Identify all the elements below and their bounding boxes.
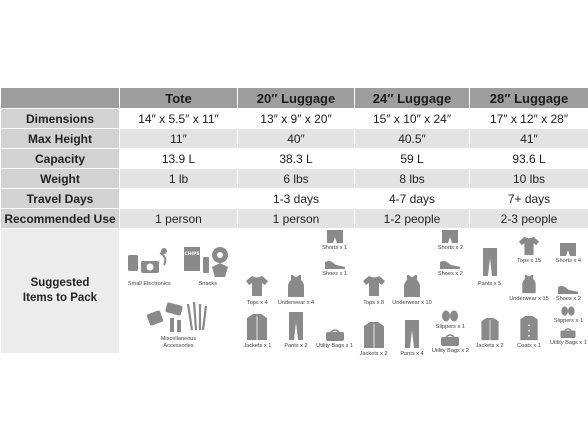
- cell-tote: 1 lb: [120, 169, 238, 189]
- caption: Utility Bags x 1: [316, 343, 354, 349]
- header-blank-cell: [1, 88, 120, 109]
- caption: Jackets x 2: [475, 343, 504, 349]
- caption: Pants x 2: [284, 343, 308, 349]
- item-shoes: [315, 255, 354, 281]
- row-label: Capacity: [1, 149, 120, 169]
- utility-bag-icon: [559, 328, 577, 338]
- jacket-icon: [246, 313, 268, 341]
- caption: Underwear x 15: [509, 296, 549, 302]
- shoe-icon: [439, 259, 461, 269]
- cell-28: 10 lbs: [470, 169, 588, 189]
- pants-icon: [404, 319, 420, 349]
- caption: Shoes x 1: [322, 271, 348, 277]
- caption: Shorts x 4: [555, 257, 581, 264]
- caption: Jackets x 1: [243, 343, 272, 349]
- row-label: Weight: [1, 169, 120, 189]
- shorts-icon: [441, 229, 459, 243]
- cell-24: 59 L: [355, 149, 470, 169]
- caption: Tops x 15: [517, 257, 541, 264]
- caption: Underwear x 10: [392, 300, 432, 306]
- item-tops: [238, 229, 277, 310]
- row-weight: [1, 169, 588, 189]
- header-row: [1, 88, 588, 109]
- row-capacity: [1, 149, 588, 169]
- item-tops: [509, 229, 549, 268]
- cell-tote: 1 person: [120, 209, 238, 229]
- svg-text:CHIPS: CHIPS: [184, 252, 200, 257]
- item-utility-bags: [549, 328, 588, 350]
- cell-20-items: [238, 229, 355, 354]
- caption: Coats x 1: [517, 343, 541, 349]
- caption: Shoes x 2: [555, 296, 581, 302]
- row-label: Dimensions: [1, 109, 120, 129]
- row-suggested-items: [1, 229, 588, 354]
- header-20-luggage: 20″ Luggage: [238, 88, 355, 109]
- caption: Shorts x 1: [322, 245, 348, 251]
- item-jackets: [470, 306, 509, 353]
- item-small-electronics: [120, 229, 179, 291]
- item-shoes: [432, 255, 469, 281]
- item-slippers-utility: [432, 310, 469, 361]
- header-28-luggage: 28″ Luggage: [470, 88, 588, 109]
- shorts-icon: [559, 242, 577, 256]
- item-slippers-utility: [549, 306, 588, 353]
- cell-20: 1 person: [238, 209, 355, 229]
- item-utility-bags: [432, 334, 469, 358]
- cell-24-items: [355, 229, 470, 357]
- luggage-comparison-table: [0, 87, 588, 357]
- item-underwear: [392, 229, 432, 310]
- cell-24: 1-2 people: [355, 209, 470, 229]
- item-utility-bags: [315, 310, 354, 353]
- item-shorts: [432, 229, 469, 255]
- utility-bag-icon: [440, 334, 460, 346]
- caption: Shorts x 2: [437, 245, 463, 251]
- pants-icon: [482, 245, 498, 279]
- item-pants: [470, 229, 509, 306]
- caption: Slippers x 1: [553, 318, 583, 324]
- caption: Utility Bags x 1: [549, 340, 587, 346]
- pants-icon: [288, 311, 304, 341]
- slippers-icon: [440, 310, 460, 322]
- cell-24: 15″ x 10″ x 24″: [355, 109, 470, 129]
- caption: Miscellaneous Accessories: [160, 336, 197, 349]
- tank-top-icon: [520, 274, 538, 294]
- item-shoes: [549, 268, 588, 307]
- item-shorts-shoes: [432, 229, 469, 310]
- row-dimensions: [1, 109, 588, 129]
- caption: Utility Bags x 2: [431, 348, 469, 354]
- header-24-luggage: 24″ Luggage: [355, 88, 470, 109]
- item-shorts-shoes: [315, 229, 354, 310]
- row-label: Travel Days: [1, 189, 120, 209]
- snacks-icon: [182, 245, 234, 279]
- tshirt-icon: [245, 274, 269, 298]
- comparison-table-wrapper: [0, 87, 588, 357]
- caption: Tops x 4: [246, 300, 268, 306]
- item-pants: [277, 310, 316, 353]
- cell-tote: 14″ x 5.5″ x 11″: [120, 109, 238, 129]
- cell-tote: [120, 189, 238, 209]
- item-slippers: [549, 306, 588, 328]
- item-underwear: [277, 229, 316, 310]
- cell-tote: 11″: [120, 129, 238, 149]
- caption: Tops x 8: [363, 300, 385, 306]
- item-jackets: [355, 310, 392, 361]
- caption: Slippers x 1: [435, 324, 465, 330]
- caption: Shoes x 2: [437, 271, 463, 277]
- jacket-icon: [480, 317, 500, 341]
- row-travel-days: [1, 189, 588, 209]
- item-snacks: [179, 229, 238, 291]
- cell-24: 8 lbs: [355, 169, 470, 189]
- cell-28: 41″: [470, 129, 588, 149]
- accessories-icon: [144, 300, 214, 334]
- cell-24: 40.5″: [355, 129, 470, 149]
- row-max-height: [1, 129, 588, 149]
- item-coats: [509, 306, 549, 353]
- item-shorts: [549, 229, 588, 268]
- caption: Jackets x 2: [359, 351, 388, 357]
- electronics-icon: [126, 245, 172, 279]
- shorts-icon: [326, 229, 344, 243]
- tank-top-icon: [286, 274, 306, 298]
- caption: Small Electronics: [127, 281, 171, 287]
- caption: Snacks: [198, 281, 217, 287]
- item-misc-accessories: [120, 291, 237, 353]
- row-label: Max Height: [1, 129, 120, 149]
- cell-20: 38.3 L: [238, 149, 355, 169]
- cell-28: 7+ days: [470, 189, 588, 209]
- item-underwear: [509, 268, 549, 307]
- caption: Underwear x 4: [277, 300, 315, 306]
- cell-20: 1-3 days: [238, 189, 355, 209]
- tshirt-icon: [362, 274, 386, 298]
- item-slippers: [432, 310, 469, 334]
- header-tote: Tote: [120, 88, 238, 109]
- caption: Pants x 5: [477, 280, 502, 287]
- item-pants: [392, 310, 432, 361]
- tank-top-icon: [402, 274, 422, 298]
- slippers-icon: [559, 306, 577, 316]
- cell-28: 2-3 people: [470, 209, 588, 229]
- cell-28: 93.6 L: [470, 149, 588, 169]
- cell-28: 17″ x 12″ x 28″: [470, 109, 588, 129]
- caption: Pants x 4: [400, 351, 424, 357]
- shoe-icon: [324, 259, 346, 269]
- row-label: Recommended Use: [1, 209, 120, 229]
- cell-tote-items: [120, 229, 238, 354]
- cell-tote: 13.9 L: [120, 149, 238, 169]
- coat-icon: [518, 315, 540, 341]
- item-jackets: [238, 310, 277, 353]
- tshirt-icon: [518, 236, 540, 256]
- item-shorts: [315, 229, 354, 255]
- utility-bag-icon: [325, 329, 345, 341]
- cell-20: 40″: [238, 129, 355, 149]
- jacket-icon: [363, 321, 385, 349]
- row-recommended-use: [1, 209, 588, 229]
- cell-24: 4-7 days: [355, 189, 470, 209]
- item-tops: [355, 229, 392, 310]
- row-label-suggested-items: Suggested Items to Pack: [1, 229, 120, 354]
- cell-20: 13″ x 9″ x 20″: [238, 109, 355, 129]
- cell-28-items: [470, 229, 588, 354]
- cell-20: 6 lbs: [238, 169, 355, 189]
- shoe-icon: [557, 284, 579, 294]
